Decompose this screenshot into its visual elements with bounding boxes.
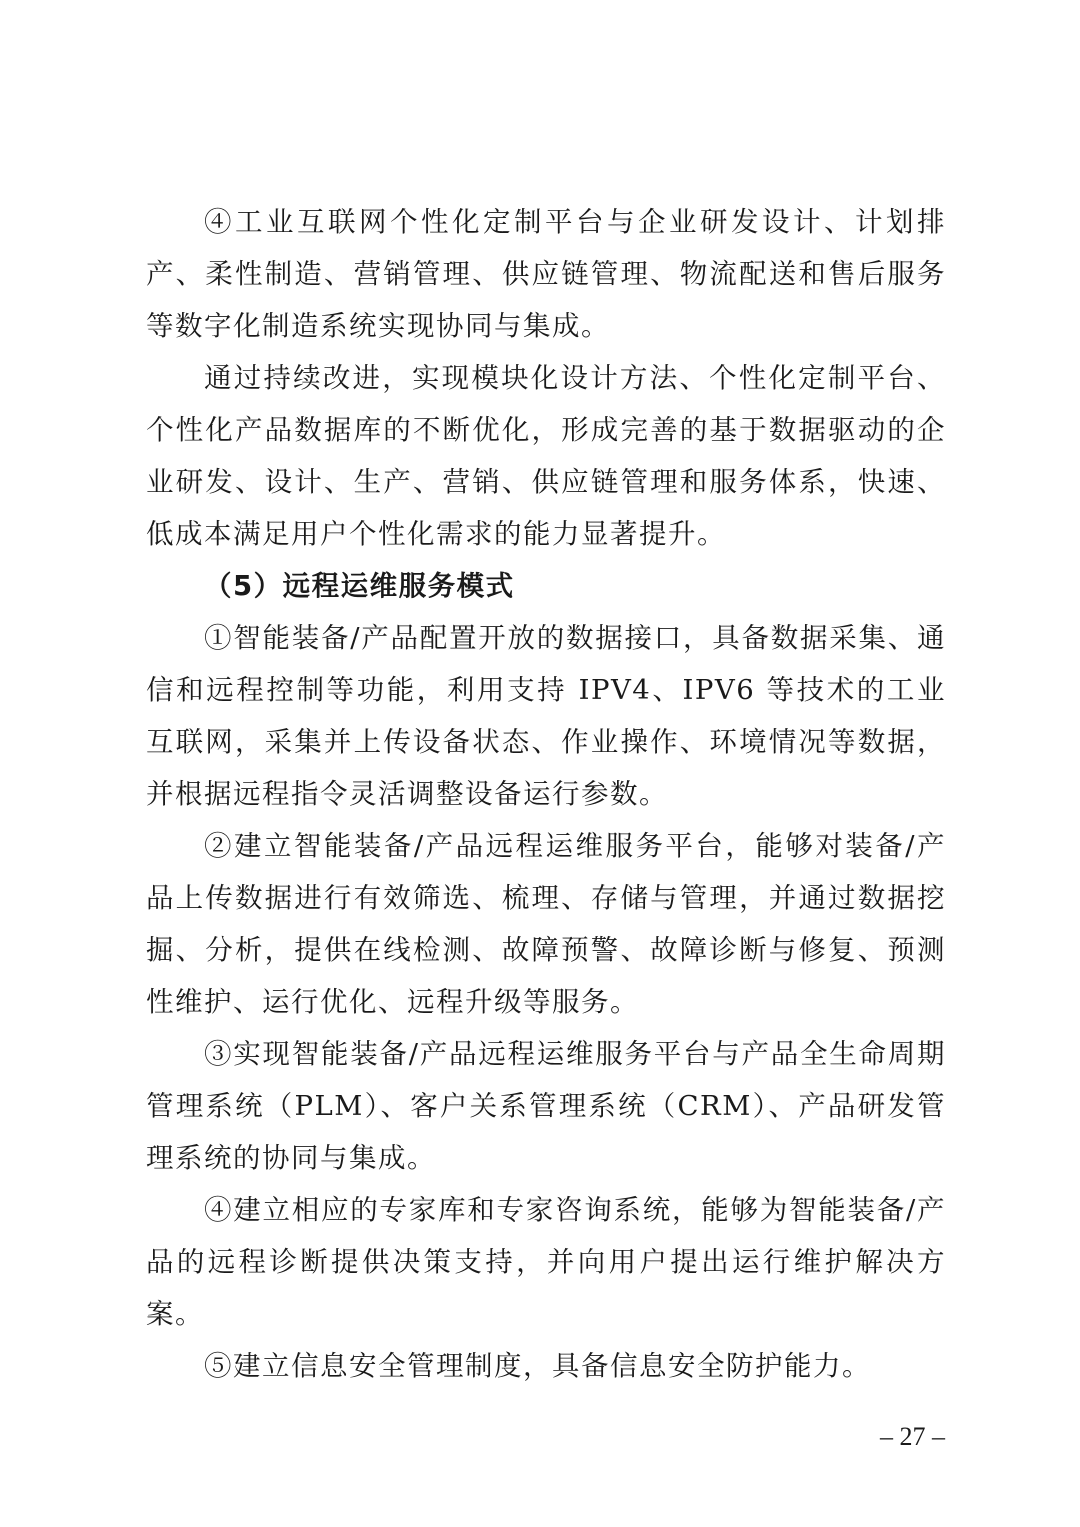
item-expert-system: ④建立相应的专家库和专家咨询系统，能够为智能装备/产品的远程诊断提供决策支持，并向用户提出运行维护解决方案。 [146, 1194, 946, 1330]
section-heading-remote-maintenance: （5）远程运维服务模式 [204, 570, 515, 602]
paragraph-customization-platform-integration: ④工业互联网个性化定制平台与企业研发设计、计划排产、柔性制造、营销管理、供应链管理、物流配送和售后服务等数字化制造系统实现协同与集成。 [146, 206, 946, 342]
page-body [146, 196, 946, 1392]
item-information-security: ⑤建立信息安全管理制度，具备信息安全防护能力。 [204, 1350, 871, 1382]
item-data-interface: ①智能装备/产品配置开放的数据接口，具备数据采集、通信和远程控制等功能，利用支持 IPV4、IPV6 等技术的工业互联网，采集并上传设备状态、作业操作、环境情况等数据，并根据远程指令灵活调整设备运行参数。 [146, 622, 946, 810]
item-maintenance-platform: ②建立智能装备/产品远程运维服务平台，能够对装备/产品上传数据进行有效筛选、梳理、存储与管理，并通过数据挖掘、分析，提供在线检测、故障预警、故障诊断与修复、预测性维护、运行优化、远程升级等服务。 [146, 830, 946, 1018]
item-plm-crm-integration: ③实现智能装备/产品远程运维服务平台与产品全生命周期管理系统（PLM）、客户关系管理系统（CRM）、产品研发管理系统的协同与集成。 [146, 1038, 946, 1174]
paragraph-continuous-improvement: 通过持续改进，实现模块化设计方法、个性化定制平台、个性化产品数据库的不断优化，形成完善的基于数据驱动的企业研发、设计、生产、营销、供应链管理和服务体系，快速、低成本满足用户个性化需求的能力显著提升。 [146, 362, 946, 550]
page-number: – 27 – [880, 1422, 945, 1451]
